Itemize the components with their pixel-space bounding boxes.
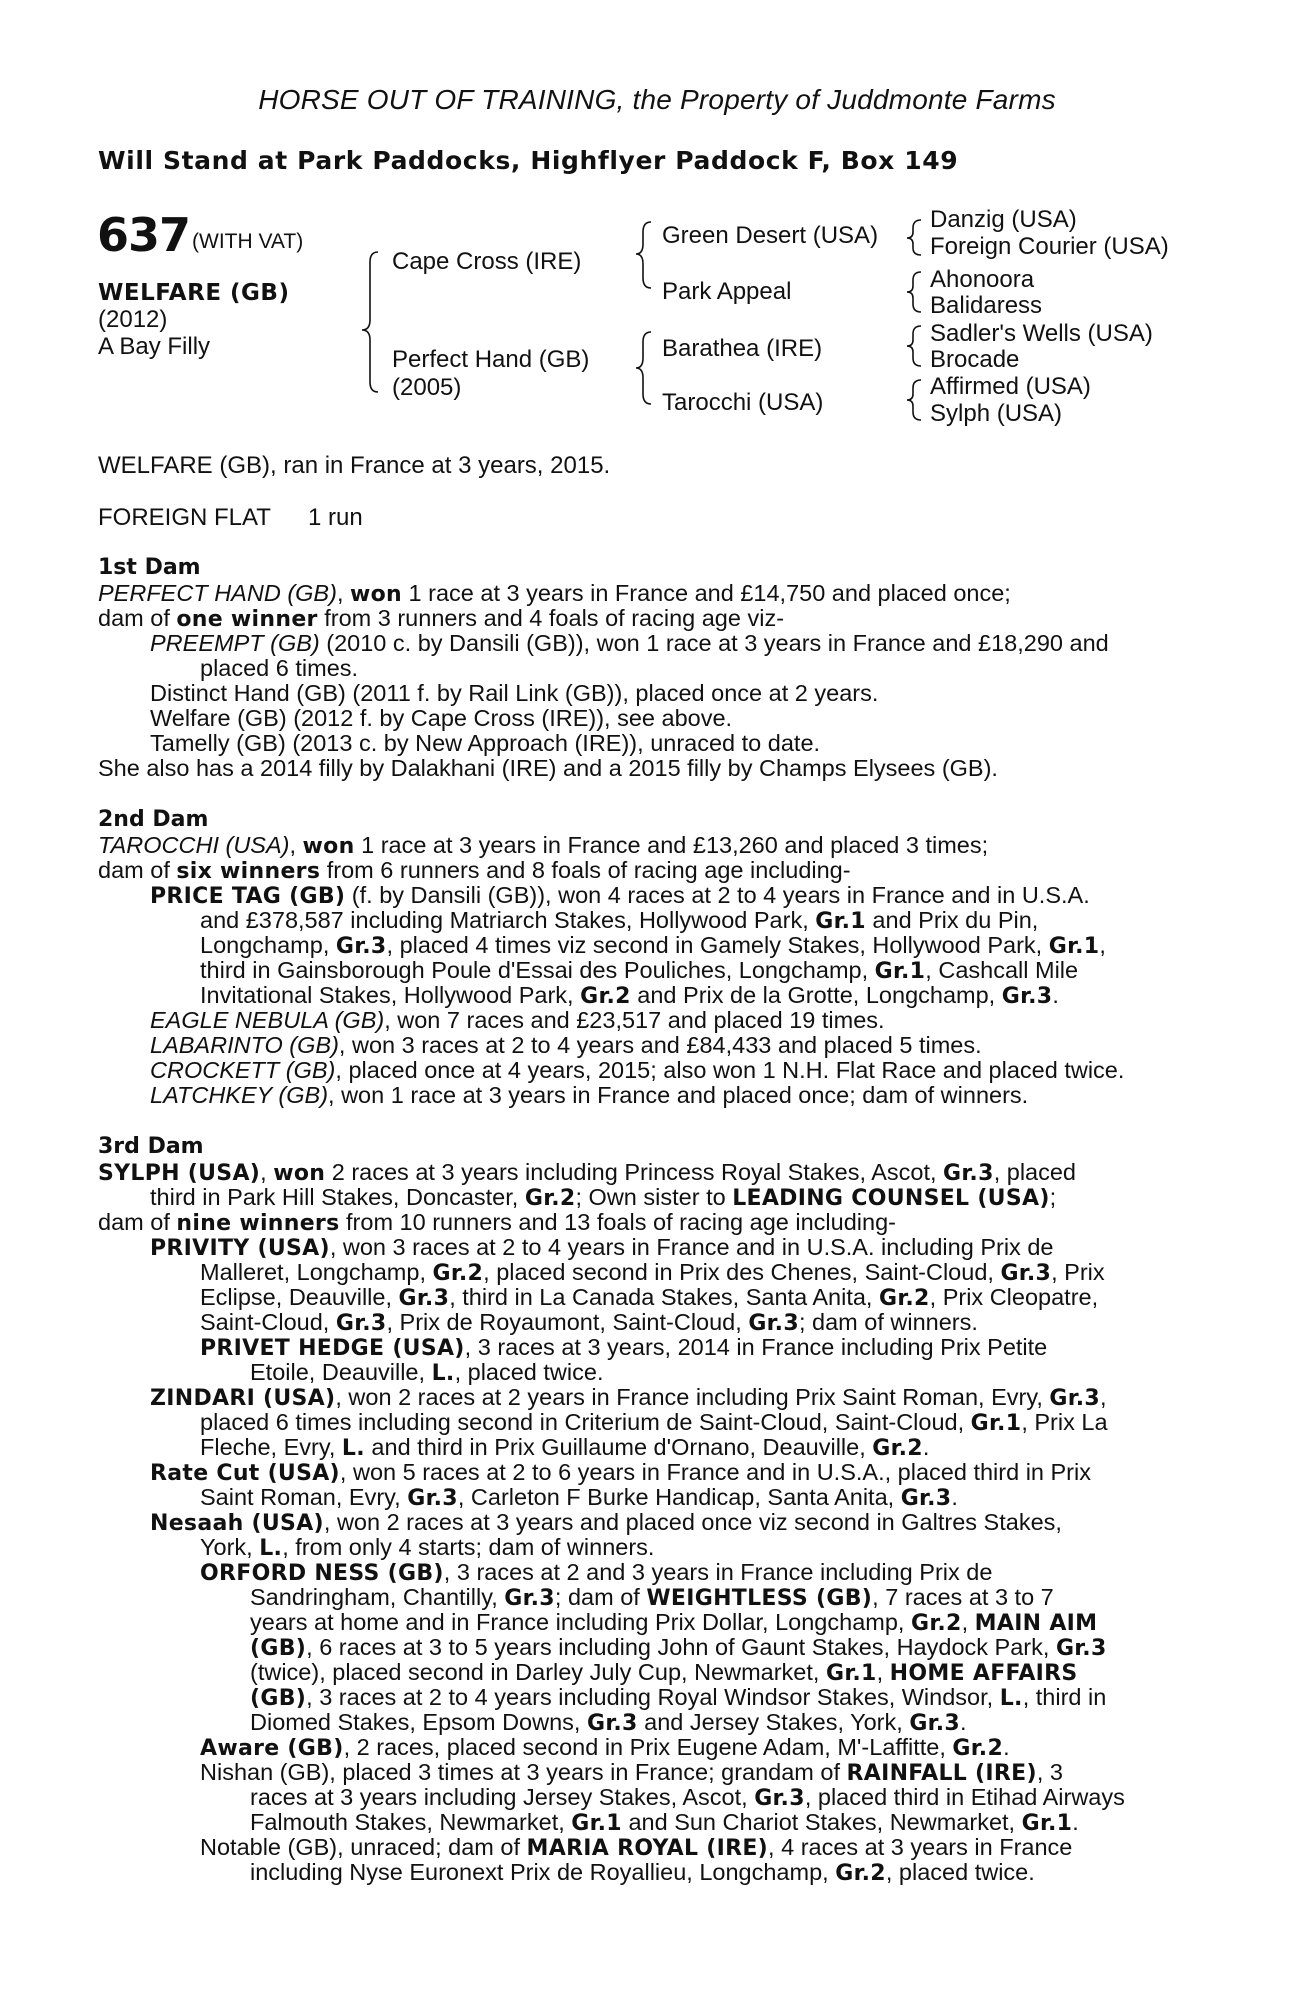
horse-year: (2012) bbox=[98, 306, 168, 333]
pedigree-ggp-8: Sylph (USA) bbox=[930, 400, 1063, 427]
progeny-entry-cont: and £378,587 including Matriarch Stakes, Hollywood Park, Gr.1 and Prix du Pin, bbox=[200, 907, 1039, 934]
pedigree-sire: Cape Cross (IRE) bbox=[392, 248, 582, 275]
progeny-entry-cont: Invitational Stakes, Hollywood Park, Gr.2 and Prix de la Grotte, Longchamp, Gr.3. bbox=[200, 982, 1059, 1009]
progeny-entry-cont: Malleret, Longchamp, Gr.2, placed second in Prix des Chenes, Saint-Cloud, Gr.3, Prix bbox=[200, 1259, 1105, 1286]
pedigree-dam-dam: Tarocchi (USA) bbox=[662, 389, 824, 416]
dam1-line: dam of one winner from 3 runners and 4 foals of racing age viz- bbox=[98, 605, 785, 632]
grand-progeny-entry: ORFORD NESS (GB), 3 races at 2 and 3 years in France including Prix de bbox=[200, 1559, 993, 1586]
dam3-line: SYLPH (USA), won 2 races at 3 years including Princess Royal Stakes, Ascot, Gr.3, placed bbox=[98, 1159, 1076, 1186]
progeny-entry-cont: Eclipse, Deauville, Gr.3, third in La Canada Stakes, Santa Anita, Gr.2, Prix Cleopatre, bbox=[200, 1284, 1099, 1311]
pedigree-ggp-3: Ahonoora bbox=[930, 266, 1035, 293]
progeny-entry-cont: placed 6 times including second in Criterium de Saint-Cloud, Saint-Cloud, Gr.1, Prix La bbox=[200, 1409, 1108, 1436]
grand-progeny-entry: PRIVET HEDGE (USA), 3 races at 3 years, 2014 in France including Prix Petite bbox=[200, 1334, 1048, 1361]
grand-progeny-entry-cont: races at 3 years including Jersey Stakes, Ascot, Gr.3, placed third in Etihad Airways bbox=[250, 1784, 1125, 1811]
grand-progeny-entry-cont: Sandringham, Chantilly, Gr.3; dam of WEIGHTLESS (GB), 7 races at 3 to 7 bbox=[250, 1584, 1054, 1611]
section-heading-1st-dam: 1st Dam bbox=[98, 555, 201, 580]
grand-progeny-entry: Nishan (GB), placed 3 times at 3 years in France; grandam of RAINFALL (IRE), 3 bbox=[200, 1759, 1063, 1786]
pedigree-ggp-4: Balidaress bbox=[930, 292, 1043, 319]
pedigree-ggp-2: Foreign Courier (USA) bbox=[930, 233, 1169, 260]
lot-vat-note: (WITH VAT) bbox=[192, 230, 304, 253]
section-heading-3rd-dam: 3rd Dam bbox=[98, 1134, 204, 1159]
progeny-entry: PRICE TAG (GB) (f. by Dansili (GB)), won 4 races at 2 to 4 years in France and in U.S.A. bbox=[150, 882, 1090, 909]
pedigree-bracket-gg3 bbox=[907, 326, 921, 366]
pedigree-dam-sire: Barathea (IRE) bbox=[662, 335, 823, 362]
progeny-entry: Rate Cut (USA), won 5 races at 2 to 6 years in France and in U.S.A., placed third in Prix bbox=[150, 1459, 1091, 1486]
pedigree-bracket-dam bbox=[636, 332, 651, 404]
dam1-note: She also has a 2014 filly by Dalakhani (IRE) and a 2015 filly by Champs Elysees (GB). bbox=[98, 755, 998, 781]
dam3-line: dam of nine winners from 10 runners and 13 foals of racing age including- bbox=[98, 1209, 896, 1236]
lot-number: 637 bbox=[97, 208, 191, 262]
dam1-line: PERFECT HAND (GB), won 1 race at 3 years in France and £14,750 and placed once; bbox=[98, 580, 1011, 607]
progeny-entry: Tamelly (GB) (2013 c. by New Approach (IRE)), unraced to date. bbox=[150, 730, 821, 756]
progeny-entry: CROCKETT (GB), placed once at 4 years, 2015; also won 1 N.H. Flat Race and placed twice. bbox=[150, 1057, 1125, 1083]
dam-name: PERFECT HAND (GB) bbox=[98, 580, 337, 606]
progeny-entry-cont: third in Gainsborough Poule d'Essai des Pouliches, Longchamp, Gr.1, Cashcall Mile bbox=[200, 957, 1079, 984]
horse-description: A Bay Filly bbox=[98, 333, 211, 360]
pedigree-ggp-6: Brocade bbox=[930, 346, 1020, 373]
page-title: HORSE OUT OF TRAINING, the Property of Juddmonte Farms bbox=[258, 84, 1056, 115]
progeny-entry: Welfare (GB) (2012 f. by Cape Cross (IRE)), see above. bbox=[150, 705, 733, 731]
grand-progeny-entry-cont: including Nyse Euronext Prix de Royallieu, Longchamp, Gr.2, placed twice. bbox=[250, 1859, 1035, 1886]
progeny-entry-cont: Saint-Cloud, Gr.3, Prix de Royaumont, Saint-Cloud, Gr.3; dam of winners. bbox=[200, 1309, 978, 1336]
pedigree-ggp-7: Affirmed (USA) bbox=[930, 373, 1091, 400]
progeny-entry: Distinct Hand (GB) (2011 f. by Rail Link (GB)), placed once at 2 years. bbox=[150, 680, 879, 706]
grand-progeny-entry-cont: Etoile, Deauville, L., placed twice. bbox=[250, 1359, 604, 1386]
section-heading-2nd-dam: 2nd Dam bbox=[98, 807, 209, 832]
progeny-entry: ZINDARI (USA), won 2 races at 2 years in France including Prix Saint Roman, Evry, Gr.3, bbox=[150, 1384, 1107, 1411]
grand-progeny-entry-cont: Diomed Stakes, Epsom Downs, Gr.3 and Jersey Stakes, York, Gr.3. bbox=[250, 1709, 967, 1736]
progeny-entry-cont: York, L., from only 4 starts; dam of winners. bbox=[200, 1534, 655, 1561]
progeny-entry-cont: placed 6 times. bbox=[200, 655, 359, 681]
pedigree-bracket-gg4 bbox=[907, 380, 921, 420]
foreign-flat-value: 1 run bbox=[308, 504, 363, 531]
grand-progeny-entry-cont: (twice), placed second in Darley July Cup, Newmarket, Gr.1, HOME AFFAIRS bbox=[250, 1659, 1078, 1686]
dam3-line: third in Park Hill Stakes, Doncaster, Gr.2; Own sister to LEADING COUNSEL (USA); bbox=[150, 1184, 1057, 1211]
pedigree-brackets bbox=[0, 0, 1314, 440]
race-summary: WELFARE (GB), ran in France at 3 years, 2015. bbox=[98, 452, 611, 479]
horse-name: WELFARE (GB) bbox=[98, 280, 290, 306]
grand-progeny-entry: Aware (GB), 2 races, placed second in Prix Eugene Adam, M'-Laffitte, Gr.2. bbox=[200, 1734, 1010, 1761]
pedigree-bracket-sire bbox=[636, 222, 651, 288]
pedigree-ggp-5: Sadler's Wells (USA) bbox=[930, 320, 1153, 347]
grand-progeny-entry-cont: (GB), 3 races at 2 to 4 years including Royal Windsor Stakes, Windsor, L., third in bbox=[250, 1684, 1107, 1711]
pedigree-bracket-parents bbox=[362, 252, 378, 392]
pedigree-sire-dam: Park Appeal bbox=[662, 278, 792, 305]
grand-progeny-entry-cont: Falmouth Stakes, Newmarket, Gr.1 and Sun Chariot Stakes, Newmarket, Gr.1. bbox=[250, 1809, 1079, 1836]
dam2-line: TAROCCHI (USA), won 1 race at 3 years in France and £13,260 and placed 3 times; bbox=[98, 832, 989, 859]
progeny-entry: EAGLE NEBULA (GB), won 7 races and £23,517 and placed 19 times. bbox=[150, 1007, 885, 1033]
grand-progeny-entry-cont: (GB), 6 races at 3 to 5 years including John of Gaunt Stakes, Haydock Park, Gr.3 bbox=[250, 1634, 1107, 1661]
pedigree-ggp-1: Danzig (USA) bbox=[930, 206, 1077, 233]
progeny-entry-cont: Longchamp, Gr.3, placed 4 times viz second in Gamely Stakes, Hollywood Park, Gr.1, bbox=[200, 932, 1106, 959]
pedigree-bracket-gg2 bbox=[907, 272, 921, 312]
stand-location: Will Stand at Park Paddocks, Highflyer Paddock F, Box 149 bbox=[98, 146, 959, 175]
progeny-entry-cont: Fleche, Evry, L. and third in Prix Guillaume d'Ornano, Deauville, Gr.2. bbox=[200, 1434, 930, 1461]
progeny-entry: PRIVITY (USA), won 3 races at 2 to 4 years in France and in U.S.A. including Prix de bbox=[150, 1234, 1054, 1261]
pedigree-sire-sire: Green Desert (USA) bbox=[662, 222, 879, 249]
dam2-line: dam of six winners from 6 runners and 8 foals of racing age including- bbox=[98, 857, 851, 884]
pedigree-bracket-gg1 bbox=[907, 220, 921, 255]
progeny-entry: PREEMPT (GB) (2010 c. by Dansili (GB)), won 1 race at 3 years in France and £18,290 and bbox=[150, 630, 1109, 656]
progeny-entry: LABARINTO (GB), won 3 races at 2 to 4 years and £84,433 and placed 5 times. bbox=[150, 1032, 982, 1058]
progeny-entry: Nesaah (USA), won 2 races at 3 years and placed once viz second in Galtres Stakes, bbox=[150, 1509, 1062, 1536]
pedigree-dam: Perfect Hand (GB) bbox=[392, 346, 590, 373]
progeny-entry: LATCHKEY (GB), won 1 race at 3 years in France and placed once; dam of winners. bbox=[150, 1082, 1029, 1108]
grand-progeny-entry: Notable (GB), unraced; dam of MARIA ROYAL (IRE), 4 races at 3 years in France bbox=[200, 1834, 1073, 1861]
pedigree-dam-year: (2005) bbox=[392, 374, 462, 401]
foreign-flat-label: FOREIGN FLAT bbox=[98, 504, 271, 531]
progeny-entry-cont: Saint Roman, Evry, Gr.3, Carleton F Burke Handicap, Santa Anita, Gr.3. bbox=[200, 1484, 958, 1511]
grand-progeny-entry-cont: years at home and in France including Prix Dollar, Longchamp, Gr.2, MAIN AIM bbox=[250, 1609, 1098, 1636]
